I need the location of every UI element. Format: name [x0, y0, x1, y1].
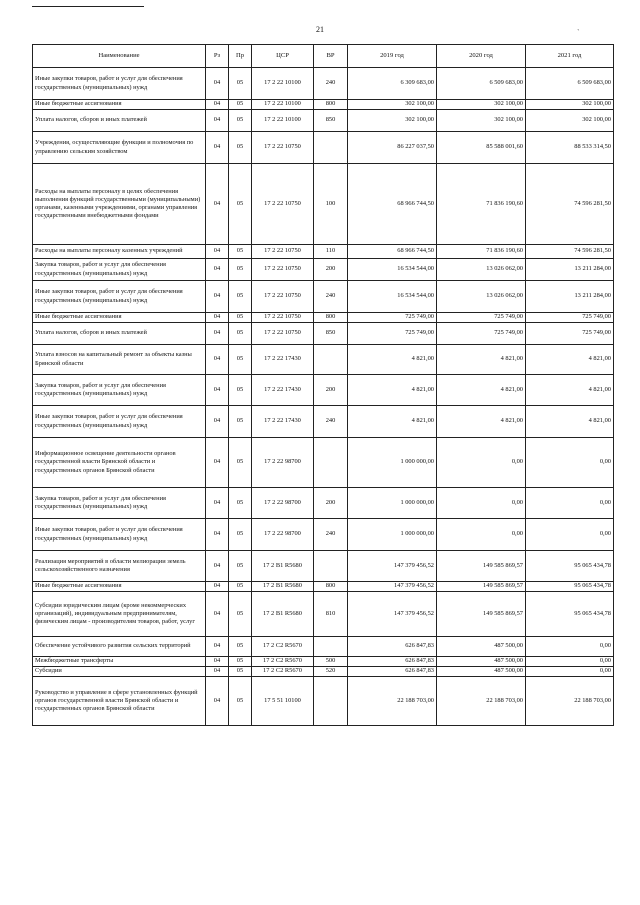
cell-pr: 05 [229, 657, 252, 667]
cell-y2020: 149 585 869,57 [437, 582, 526, 592]
cell-y2019: 725 749,00 [348, 313, 437, 323]
cell-vr [314, 637, 348, 657]
cell-csr: 17 2 B1 R5680 [252, 592, 314, 637]
cell-y2020: 725 749,00 [437, 313, 526, 323]
cell-rz: 04 [206, 68, 229, 100]
table-row [33, 582, 614, 592]
cell-y2020: 302 100,00 [437, 100, 526, 110]
cell-name: Информационное освещение деятельности органов государственной власти Брянской области и государственных органов Брянской области [33, 438, 206, 488]
cell-rz: 04 [206, 582, 229, 592]
cell-y2021: 0,00 [526, 667, 614, 677]
cell-pr: 05 [229, 406, 252, 438]
cell-rz: 04 [206, 110, 229, 132]
cell-name: Руководство и управление в сфере установленных функций органов государственной власти Брянской области и государственных органов Брянской области [33, 677, 206, 726]
table-row [33, 245, 614, 259]
cell-y2021: 0,00 [526, 637, 614, 657]
cell-csr: 17 2 22 10100 [252, 100, 314, 110]
cell-csr: 17 2 22 98700 [252, 438, 314, 488]
header-2020: 2020 год [437, 45, 526, 68]
table-row [33, 677, 614, 726]
table-row [33, 100, 614, 110]
cell-y2019: 4 821,00 [348, 375, 437, 406]
cell-y2020: 4 821,00 [437, 375, 526, 406]
table-row [33, 164, 614, 245]
table-row [33, 592, 614, 637]
table-row [33, 657, 614, 667]
cell-csr: 17 2 22 17430 [252, 375, 314, 406]
cell-y2019: 725 749,00 [348, 323, 437, 345]
cell-vr: 240 [314, 68, 348, 100]
cell-y2019: 4 821,00 [348, 406, 437, 438]
cell-pr: 05 [229, 667, 252, 677]
cell-y2019: 16 534 544,00 [348, 259, 437, 281]
cell-name: Иные бюджетные ассигнования [33, 100, 206, 110]
header-rz: Рз [206, 45, 229, 68]
cell-name: Закупка товаров, работ и услуг для обеспечения государственных (муниципальных) нужд [33, 375, 206, 406]
cell-rz: 04 [206, 406, 229, 438]
cell-name: Обеспечение устойчивого развития сельских территорий [33, 637, 206, 657]
table-row [33, 259, 614, 281]
cell-y2019: 147 379 456,52 [348, 592, 437, 637]
cell-pr: 05 [229, 68, 252, 100]
cell-rz: 04 [206, 677, 229, 726]
cell-name: Субсидии [33, 667, 206, 677]
cell-name: Расходы на выплаты персоналу в целях обеспечения выполнения функций государственными (муниципальными) органами, казенными учреждениями, органами управления государственными внебюджетными фондами [33, 164, 206, 245]
table-row [33, 281, 614, 313]
cell-y2020: 71 836 190,60 [437, 164, 526, 245]
cell-csr: 17 2 C2 R5670 [252, 667, 314, 677]
cell-name: Межбюджетные трансферты [33, 657, 206, 667]
cell-y2021: 88 533 314,50 [526, 132, 614, 164]
cell-csr: 17 2 B1 R5680 [252, 582, 314, 592]
cell-y2021: 0,00 [526, 438, 614, 488]
cell-csr: 17 2 B1 R5680 [252, 551, 314, 582]
cell-name: Уплата налогов, сборов и иных платежей [33, 110, 206, 132]
header-name: Наименование [33, 45, 206, 68]
cell-y2019: 147 379 456,52 [348, 551, 437, 582]
cell-pr: 05 [229, 345, 252, 375]
cell-csr: 17 2 22 17430 [252, 345, 314, 375]
cell-y2021: 4 821,00 [526, 406, 614, 438]
cell-rz: 04 [206, 637, 229, 657]
cell-vr: 200 [314, 375, 348, 406]
cell-y2021: 95 065 434,78 [526, 592, 614, 637]
table-row [33, 110, 614, 132]
cell-rz: 04 [206, 164, 229, 245]
cell-vr: 800 [314, 313, 348, 323]
scan-mark: ` [577, 28, 580, 37]
cell-csr: 17 2 22 10750 [252, 281, 314, 313]
cell-vr: 850 [314, 323, 348, 345]
cell-rz: 04 [206, 438, 229, 488]
cell-csr: 17 2 C2 R5670 [252, 657, 314, 667]
cell-y2019: 4 821,00 [348, 345, 437, 375]
cell-y2019: 147 379 456,52 [348, 582, 437, 592]
cell-name: Субсидии юридическим лицам (кроме некоммерческих организаций), индивидуальным предпринимателям, физическим лицам - производителям товаров, работ, услуг [33, 592, 206, 637]
table-row [33, 667, 614, 677]
cell-rz: 04 [206, 592, 229, 637]
header-vr: ВР [314, 45, 348, 68]
cell-name: Иные закупки товаров, работ и услуг для обеспечения государственных (муниципальных) нужд [33, 406, 206, 438]
cell-rz: 04 [206, 345, 229, 375]
cell-y2020: 6 509 683,00 [437, 68, 526, 100]
cell-pr: 05 [229, 582, 252, 592]
cell-y2019: 22 188 703,00 [348, 677, 437, 726]
cell-rz: 04 [206, 551, 229, 582]
cell-rz: 04 [206, 313, 229, 323]
cell-y2019: 1 000 000,00 [348, 519, 437, 551]
cell-y2021: 4 821,00 [526, 375, 614, 406]
table-row [33, 637, 614, 657]
cell-csr: 17 2 22 10100 [252, 68, 314, 100]
header-2021: 2021 год [526, 45, 614, 68]
cell-y2021: 725 749,00 [526, 323, 614, 345]
cell-y2020: 13 026 062,00 [437, 281, 526, 313]
table-row [33, 375, 614, 406]
cell-y2019: 6 309 683,00 [348, 68, 437, 100]
cell-y2021: 74 596 281,50 [526, 164, 614, 245]
cell-y2019: 86 227 037,50 [348, 132, 437, 164]
cell-vr: 200 [314, 259, 348, 281]
cell-csr: 17 2 22 10750 [252, 259, 314, 281]
cell-rz: 04 [206, 281, 229, 313]
cell-vr [314, 677, 348, 726]
cell-y2021: 95 065 434,78 [526, 582, 614, 592]
cell-y2020: 22 188 703,00 [437, 677, 526, 726]
cell-vr: 500 [314, 657, 348, 667]
cell-rz: 04 [206, 667, 229, 677]
cell-rz: 04 [206, 519, 229, 551]
cell-y2019: 626 847,83 [348, 667, 437, 677]
cell-vr: 240 [314, 519, 348, 551]
cell-y2021: 13 211 284,00 [526, 259, 614, 281]
cell-y2019: 68 966 744,50 [348, 164, 437, 245]
cell-csr: 17 2 22 98700 [252, 488, 314, 519]
top-rule [32, 6, 144, 7]
cell-pr: 05 [229, 551, 252, 582]
cell-rz: 04 [206, 657, 229, 667]
cell-name: Иные бюджетные ассигнования [33, 582, 206, 592]
cell-pr: 05 [229, 100, 252, 110]
cell-name: Реализация мероприятий в области мелиорации земель сельскохозяйственного назначения [33, 551, 206, 582]
cell-y2021: 74 596 281,50 [526, 245, 614, 259]
cell-name: Закупка товаров, работ и услуг для обеспечения государственных (муниципальных) нужд [33, 488, 206, 519]
cell-y2019: 302 100,00 [348, 100, 437, 110]
table-row [33, 313, 614, 323]
cell-pr: 05 [229, 323, 252, 345]
cell-name: Иные бюджетные ассигнования [33, 313, 206, 323]
cell-csr: 17 2 22 10750 [252, 132, 314, 164]
cell-y2020: 13 026 062,00 [437, 259, 526, 281]
cell-vr: 110 [314, 245, 348, 259]
cell-name: Уплата взносов на капитальный ремонт за объекты казны Брянской области [33, 345, 206, 375]
cell-pr: 05 [229, 677, 252, 726]
cell-pr: 05 [229, 592, 252, 637]
cell-y2021: 725 749,00 [526, 313, 614, 323]
cell-vr: 800 [314, 100, 348, 110]
table-row [33, 68, 614, 100]
cell-y2019: 1 000 000,00 [348, 488, 437, 519]
table-row [33, 551, 614, 582]
table-row [33, 345, 614, 375]
cell-pr: 05 [229, 519, 252, 551]
cell-y2020: 0,00 [437, 438, 526, 488]
cell-vr [314, 551, 348, 582]
cell-pr: 05 [229, 132, 252, 164]
cell-name: Иные закупки товаров, работ и услуг для обеспечения государственных (муниципальных) нужд [33, 281, 206, 313]
cell-pr: 05 [229, 375, 252, 406]
cell-rz: 04 [206, 132, 229, 164]
cell-pr: 05 [229, 313, 252, 323]
cell-rz: 04 [206, 488, 229, 519]
cell-pr: 05 [229, 245, 252, 259]
cell-csr: 17 2 22 10100 [252, 110, 314, 132]
cell-y2021: 302 100,00 [526, 100, 614, 110]
cell-name: Иные закупки товаров, работ и услуг для обеспечения государственных (муниципальных) нужд [33, 68, 206, 100]
cell-y2020: 487 500,00 [437, 637, 526, 657]
header-pr: Пр [229, 45, 252, 68]
cell-y2020: 0,00 [437, 519, 526, 551]
cell-csr: 17 5 51 10100 [252, 677, 314, 726]
cell-rz: 04 [206, 323, 229, 345]
page-number: 21 [316, 25, 324, 34]
cell-y2020: 725 749,00 [437, 323, 526, 345]
cell-pr: 05 [229, 637, 252, 657]
cell-y2021: 0,00 [526, 519, 614, 551]
cell-name: Расходы на выплаты персоналу казенных учреждений [33, 245, 206, 259]
cell-y2020: 4 821,00 [437, 406, 526, 438]
cell-y2019: 626 847,83 [348, 637, 437, 657]
cell-y2020: 4 821,00 [437, 345, 526, 375]
cell-csr: 17 2 22 10750 [252, 323, 314, 345]
cell-csr: 17 2 22 17430 [252, 406, 314, 438]
cell-y2019: 16 534 544,00 [348, 281, 437, 313]
cell-vr [314, 345, 348, 375]
table-row [33, 488, 614, 519]
table-row [33, 132, 614, 164]
cell-csr: 17 2 22 10750 [252, 313, 314, 323]
cell-csr: 17 2 22 10750 [252, 164, 314, 245]
cell-pr: 05 [229, 281, 252, 313]
cell-y2021: 0,00 [526, 488, 614, 519]
cell-pr: 05 [229, 164, 252, 245]
cell-vr: 850 [314, 110, 348, 132]
cell-name: Иные закупки товаров, работ и услуг для обеспечения государственных (муниципальных) нужд [33, 519, 206, 551]
cell-y2021: 13 211 284,00 [526, 281, 614, 313]
cell-csr: 17 2 22 10750 [252, 245, 314, 259]
cell-y2019: 302 100,00 [348, 110, 437, 132]
cell-y2019: 1 000 000,00 [348, 438, 437, 488]
table-row [33, 438, 614, 488]
cell-vr: 520 [314, 667, 348, 677]
cell-y2020: 149 585 869,57 [437, 592, 526, 637]
cell-y2020: 0,00 [437, 488, 526, 519]
cell-csr: 17 2 C2 R5670 [252, 637, 314, 657]
cell-y2019: 626 847,83 [348, 657, 437, 667]
table-header-row [33, 45, 614, 68]
cell-name: Уплата налогов, сборов и иных платежей [33, 323, 206, 345]
cell-vr: 240 [314, 281, 348, 313]
cell-y2021: 4 821,00 [526, 345, 614, 375]
cell-name: Закупка товаров, работ и услуг для обеспечения государственных (муниципальных) нужд [33, 259, 206, 281]
cell-rz: 04 [206, 100, 229, 110]
cell-rz: 04 [206, 245, 229, 259]
cell-y2021: 302 100,00 [526, 110, 614, 132]
cell-y2020: 149 585 869,57 [437, 551, 526, 582]
header-csr: ЦСР [252, 45, 314, 68]
cell-csr: 17 2 22 98700 [252, 519, 314, 551]
cell-vr [314, 438, 348, 488]
cell-y2021: 0,00 [526, 657, 614, 667]
cell-rz: 04 [206, 259, 229, 281]
table-row [33, 323, 614, 345]
cell-vr: 240 [314, 406, 348, 438]
cell-y2019: 68 966 744,50 [348, 245, 437, 259]
cell-y2021: 6 509 683,00 [526, 68, 614, 100]
cell-pr: 05 [229, 110, 252, 132]
cell-vr: 200 [314, 488, 348, 519]
cell-vr [314, 132, 348, 164]
table-row [33, 519, 614, 551]
cell-y2021: 22 188 703,00 [526, 677, 614, 726]
cell-pr: 05 [229, 488, 252, 519]
cell-y2020: 487 500,00 [437, 657, 526, 667]
cell-y2020: 487 500,00 [437, 667, 526, 677]
cell-y2021: 95 065 434,78 [526, 551, 614, 582]
cell-y2020: 71 836 190,60 [437, 245, 526, 259]
table-row [33, 406, 614, 438]
cell-rz: 04 [206, 375, 229, 406]
header-2019: 2019 год [348, 45, 437, 68]
cell-vr: 100 [314, 164, 348, 245]
cell-vr: 800 [314, 582, 348, 592]
cell-name: Учреждения, осуществляющие функции и полномочия по управлению сельским хозяйством [33, 132, 206, 164]
budget-table [32, 44, 614, 726]
cell-vr: 810 [314, 592, 348, 637]
cell-pr: 05 [229, 259, 252, 281]
cell-y2020: 85 588 001,60 [437, 132, 526, 164]
cell-y2020: 302 100,00 [437, 110, 526, 132]
cell-pr: 05 [229, 438, 252, 488]
table-body [33, 68, 614, 726]
